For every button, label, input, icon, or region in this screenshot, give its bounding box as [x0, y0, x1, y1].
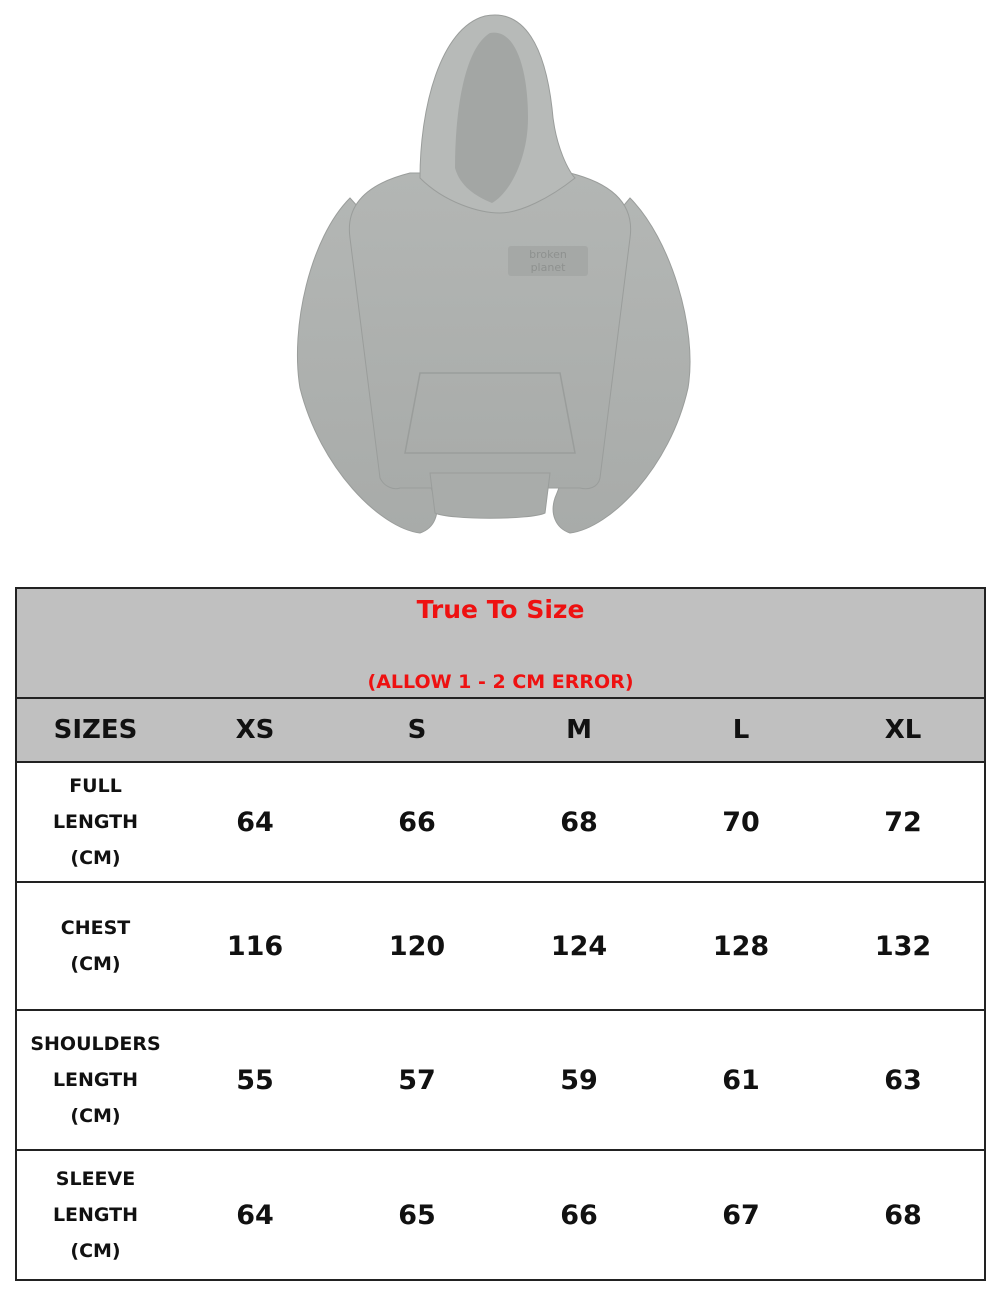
table-title-row: [16, 588, 985, 698]
cell-value: 65: [336, 1150, 498, 1280]
cell-value: 59: [498, 1010, 660, 1150]
row-label-line: (CM): [70, 847, 121, 869]
row-label-chest: [16, 882, 174, 1010]
header-m: M: [498, 698, 660, 762]
row-label-line: (CM): [70, 1105, 121, 1127]
table-row-chest: [16, 882, 985, 1010]
table-title: True To Size: [416, 595, 585, 624]
row-label-line: FULL: [69, 775, 122, 797]
table-row-full-length: [16, 762, 985, 882]
row-label-full-length: [16, 762, 174, 882]
svg-text:broken: broken: [529, 248, 567, 261]
cell-value: 132: [822, 882, 985, 1010]
row-label-line: LENGTH: [52, 811, 139, 833]
size-chart-table: [15, 587, 986, 1281]
cell-value: 124: [498, 882, 660, 1010]
table-row-sleeve-length: [16, 1150, 985, 1280]
table-title-cell: [16, 588, 985, 698]
row-label-line: (CM): [70, 953, 121, 975]
cell-value: 120: [336, 882, 498, 1010]
cell-value: 72: [822, 762, 985, 882]
header-sizes: SIZES: [16, 698, 174, 762]
cell-value: 64: [174, 1150, 336, 1280]
cell-value: 55: [174, 1010, 336, 1150]
table-row-shoulders-length: [16, 1010, 985, 1150]
table-header-row: [16, 698, 985, 762]
cell-value: 128: [660, 882, 822, 1010]
svg-text:planet: planet: [530, 261, 566, 274]
cell-value: 66: [498, 1150, 660, 1280]
header-xl: XL: [822, 698, 985, 762]
cell-value: 63: [822, 1010, 985, 1150]
row-label-shoulders-length: [16, 1010, 174, 1150]
header-l: L: [660, 698, 822, 762]
row-label-line: LENGTH: [52, 1069, 139, 1091]
row-label-line: LENGTH: [52, 1204, 139, 1226]
cell-value: 67: [660, 1150, 822, 1280]
table-subtitle: (ALLOW 1 - 2 CM ERROR): [367, 671, 634, 693]
cell-value: 68: [822, 1150, 985, 1280]
row-label-line: CHEST: [60, 917, 131, 939]
row-label-line: SLEEVE: [55, 1168, 136, 1190]
row-label-line: SHOULDERS: [30, 1033, 161, 1055]
row-label-sleeve-length: [16, 1150, 174, 1280]
cell-value: 66: [336, 762, 498, 882]
row-label-line: (CM): [70, 1240, 121, 1262]
cell-value: 68: [498, 762, 660, 882]
cell-value: 57: [336, 1010, 498, 1150]
cell-value: 64: [174, 762, 336, 882]
cell-value: 116: [174, 882, 336, 1010]
hoodie-image: [270, 8, 710, 548]
header-xs: XS: [174, 698, 336, 762]
header-s: S: [336, 698, 498, 762]
cell-value: 61: [660, 1010, 822, 1150]
cell-value: 70: [660, 762, 822, 882]
